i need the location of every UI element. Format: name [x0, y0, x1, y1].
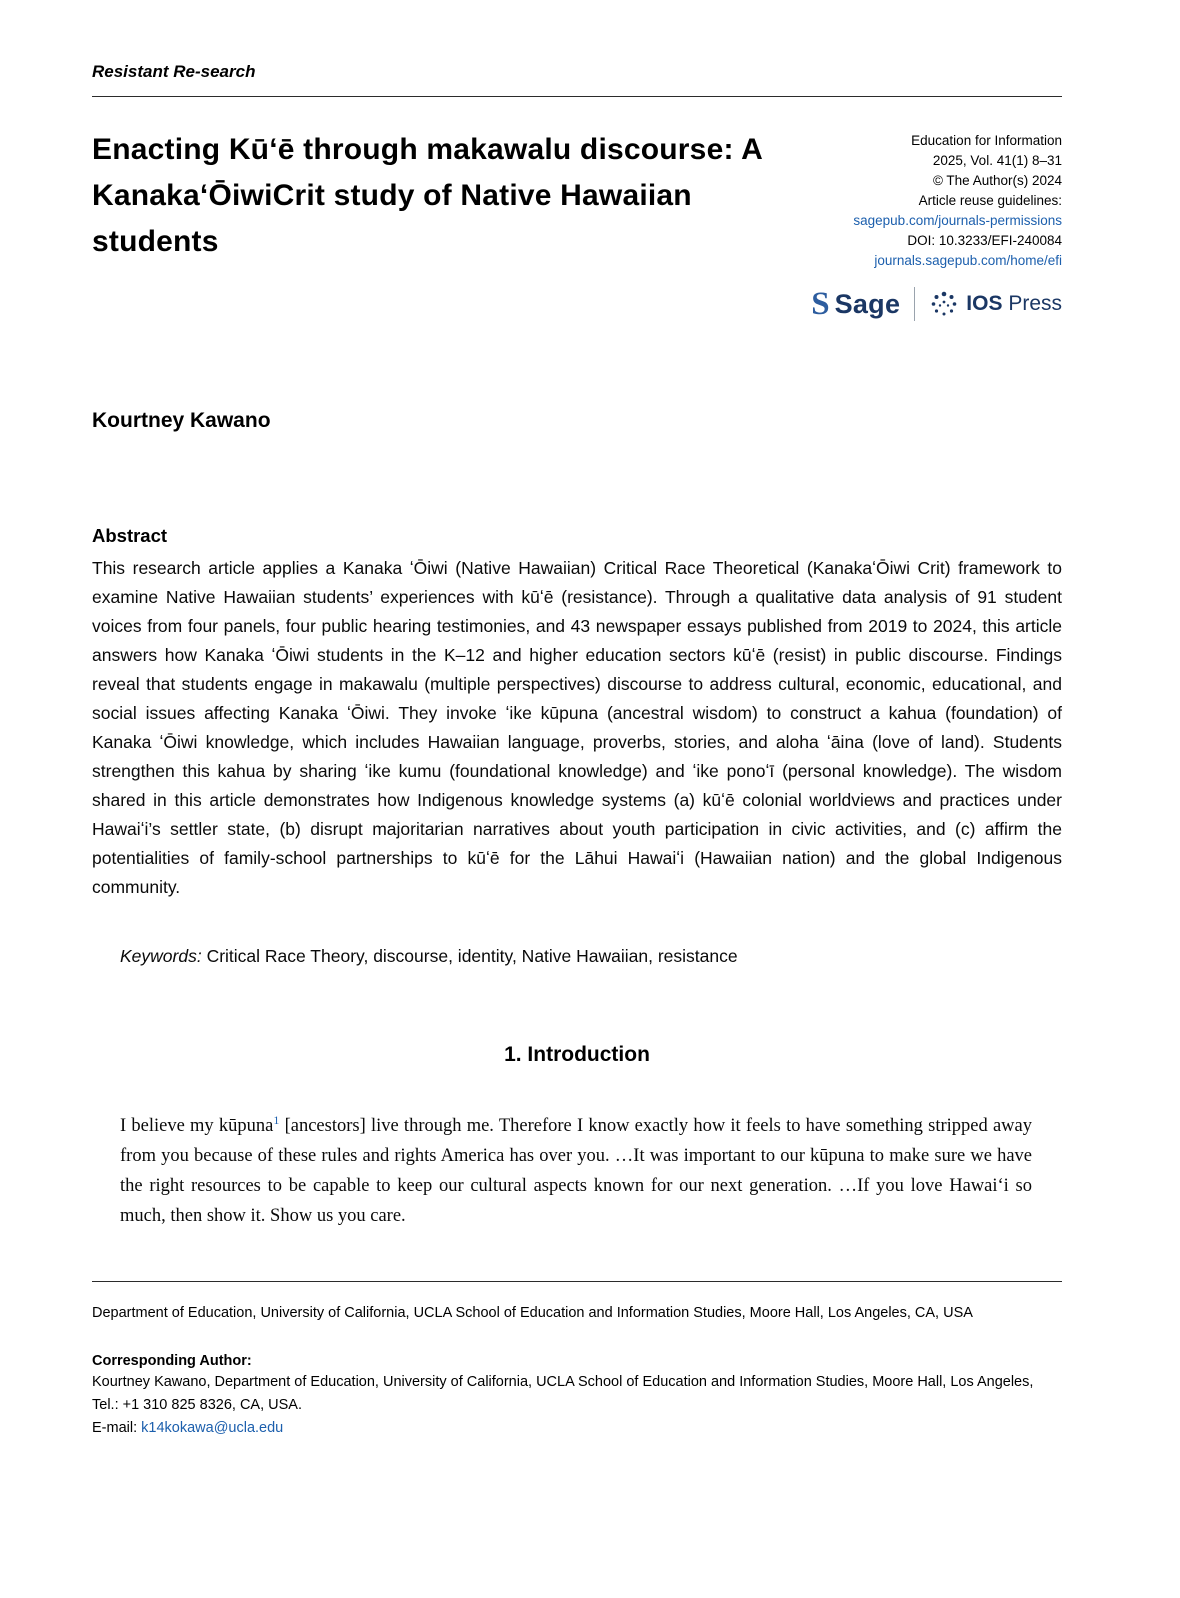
publisher-logos: [800, 287, 1062, 321]
journal-name: Education for Information: [911, 133, 1062, 148]
journal-meta: [800, 127, 1062, 321]
copyright-line: © The Author(s) 2024: [932, 173, 1062, 188]
ios-press-wordmark: IOS Press: [966, 292, 1062, 315]
permissions-link[interactable]: sagepub.com/journals-permissions: [853, 213, 1062, 228]
introduction-quote: [120, 1111, 1032, 1231]
sage-wordmark: Sage: [834, 288, 901, 319]
section-heading-introduction: 1. Introduction: [504, 1043, 650, 1066]
quote-text-part2: [ancestors] live through me. Therefore I know exactly how it feels to have something stripped away from you because of these rules and rights America has over you. …It was important to our kūpuna to make sure we have the right resources to be capable to keep our cultural aspects known for our next generation. …If you love Hawaiʻi so much, then show it. Show us you care.: [120, 1116, 1032, 1226]
sage-logo[interactable]: [811, 285, 901, 322]
header-row: [92, 127, 1062, 321]
journal-home-link[interactable]: journals.sagepub.com/home/efi: [874, 253, 1062, 268]
ios-press-dots-icon: [929, 289, 959, 319]
author-affiliation: Department of Education, University of California, UCLA School of Education and Information Studies, Moore Hall, Los Angeles, CA, USA: [92, 1305, 973, 1321]
article-title: Enacting Kūʻē through makawalu discourse: A KanakaʻŌiwiCrit study of Native Hawaiian students: [92, 133, 762, 258]
doi-line: DOI: 10.3233/EFI-240084: [907, 233, 1062, 248]
running-head: Resistant Re-search: [92, 62, 256, 81]
abstract-text: This research article applies a Kanaka ʻŌiwi (Native Hawaiian) Critical Race Theoretical (KanakaʻŌiwi Crit) framework to examine Native Hawaiian students’ experiences with kūʻē (resistance). Through a qualitative data analysis of 91 student voices from four panels, four public hearing testimonies, and 43 newspaper essays published from 2019 to 2024, this article answers how Kanaka ʻŌiwi students in the K–12 and higher education sectors kūʻē (resist) in public discourse. Findings reveal that students engage in makawalu (multiple perspectives) discourse to address cultural, economic, educational, and social issues affecting Kanaka ʻŌiwi. They invoke ʻike kūpuna (ancestral wisdom) to construct a kahua (foundation) of Kanaka ʻŌiwi knowledge, which includes Hawaiian language, proverbs, stories, and aloha ʻāina (love of land). Students strengthen this kahua by sharing ʻike kumu (foundational knowledge) and ʻike ponoʻī (personal knowledge). The wisdom shared in this article demonstrates how Indigenous knowledge systems (a) kūʻē colonial worldviews and practices under Hawaiʻi’s settler state, (b) disrupt majoritarian narratives about youth participation in civic activities, and (c) affirm the potentialities of family-school partnerships to kūʻē for the Lāhui Hawaiʻi (Hawaiian nation) and the global Indigenous community.: [92, 558, 1062, 897]
sage-s-icon: S: [811, 285, 830, 322]
email-line: [92, 1417, 1062, 1440]
footnote-ref-1[interactable]: 1: [273, 1112, 280, 1127]
header-divider: [92, 96, 1062, 97]
email-label: E-mail:: [92, 1420, 142, 1436]
keywords-line: [92, 946, 1062, 967]
author-name: Kourtney Kawano: [92, 409, 271, 432]
quote-text-part1: I believe my kūpuna: [120, 1116, 274, 1136]
keywords-label: Keywords:: [120, 946, 202, 966]
footer-divider: [92, 1281, 1062, 1282]
logo-separator: [914, 287, 915, 321]
reuse-guidelines-label: Article reuse guidelines:: [918, 193, 1062, 208]
journal-volume: 2025, Vol. 41(1) 8–31: [932, 153, 1062, 168]
keywords-text: Critical Race Theory, discourse, identity, Native Hawaiian, resistance: [201, 946, 738, 966]
abstract-heading: Abstract: [92, 525, 168, 546]
corresponding-author-text: Kourtney Kawano, Department of Education, University of California, UCLA School of Education and Information Studies, Moore Hall, Los Angeles, Tel.: +1 310 825 8326, CA, USA.: [92, 1374, 1034, 1413]
ios-press-logo[interactable]: [929, 289, 1062, 319]
corresponding-author-label: Corresponding Author:: [92, 1353, 252, 1369]
email-link[interactable]: k14kokawa@ucla.edu: [141, 1420, 284, 1436]
